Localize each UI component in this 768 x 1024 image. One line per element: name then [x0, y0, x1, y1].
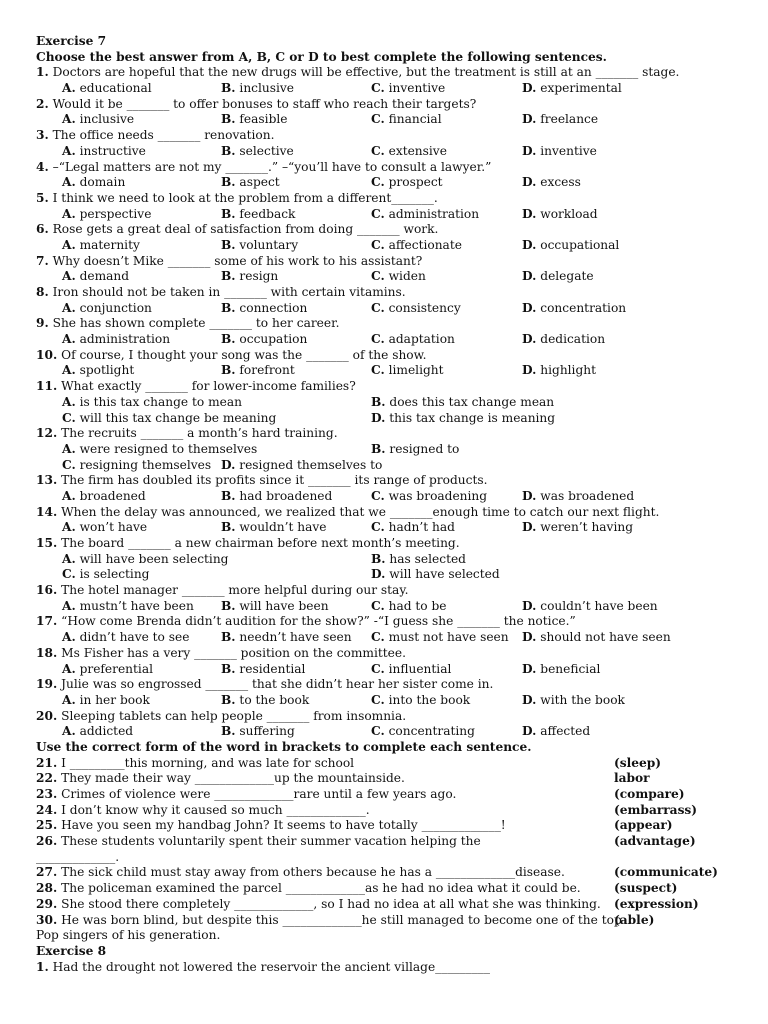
option-c: C. extensive [371, 143, 447, 158]
option-b: B. voluntary [221, 237, 299, 252]
option-a: A. addicted [62, 724, 134, 739]
question-text: Ms Fisher has a very _______ position on the committee. [61, 645, 406, 660]
question-item [36, 65, 736, 96]
option-row [36, 442, 736, 458]
option-c: C. prospect [371, 175, 443, 190]
option-b: B. needn’t have seen [221, 630, 352, 645]
option-c: C. into the book [371, 692, 471, 707]
question-26-continuation: _____________. [36, 849, 120, 864]
option-c: C. affectionate [371, 237, 462, 252]
option-row [36, 112, 736, 128]
option-b: B. suffering [221, 724, 295, 739]
option-row [36, 662, 736, 678]
word-form-item [36, 834, 736, 850]
option-d: D. delegate [522, 269, 594, 284]
option-b: B. selective [221, 143, 294, 158]
question-11 [36, 379, 736, 426]
option-c: C. inventive [371, 81, 446, 96]
question-list-16-20 [36, 583, 736, 740]
question-list-1-10 [36, 65, 736, 379]
option-b: B. feasible [221, 112, 288, 127]
option-a: A. mustn’t have been [62, 598, 194, 613]
option-d: D. excess [522, 175, 581, 190]
word-cue: (able) [614, 912, 655, 927]
question-number: 5. [36, 190, 49, 205]
option-a: A. didn’t have to see [62, 630, 190, 645]
question-text: Have you seen my handbag John? It seems to have totally _____________! [61, 818, 506, 833]
question-stem: 15. The board _______ a new chairman before next month’s meeting. [36, 536, 460, 550]
question-text: Of course, I thought your song was the _______ of the show. [61, 347, 427, 362]
option-a: A. won’t have [62, 520, 148, 535]
option-c: C. limelight [371, 363, 444, 378]
option-c: C. resigning themselves [62, 457, 212, 472]
option-a: A. preferential [62, 661, 153, 676]
word-form-list [36, 756, 736, 850]
question-13 [36, 473, 736, 504]
option-b: B. aspect [221, 175, 280, 190]
option-a: A. maternity [62, 237, 140, 252]
question-item [36, 285, 736, 316]
option-b: B. has selected [371, 551, 466, 566]
option-c: C. consistency [371, 300, 461, 315]
question-text: The hotel manager _______ more helpful during our stay. [61, 583, 409, 598]
question-text: “How come Brenda didn’t audition for the show?” -“I guess she _______ the notice.” [61, 614, 576, 629]
question-text: He was born blind, but despite this _____________he still managed to become one of the top [61, 912, 622, 927]
question-text: The policeman examined the parcel _____________as he had no idea what it could be. [61, 881, 581, 896]
option-c: C. concentrating [371, 724, 475, 739]
option-c: C. had to be [371, 598, 447, 613]
exercise-7-instruction: Choose the best answer from A, B, C or D to best complete the following sentences. [36, 49, 607, 64]
question-text: She has shown complete _______ to her career. [52, 316, 340, 331]
question-stem: 11. What exactly _______ for lower-income families? [36, 379, 356, 394]
question-text: I think we need to look at the problem from a different_______. [52, 190, 438, 205]
option-a: A. perspective [62, 206, 152, 221]
question-text: Rose gets a great deal of satisfaction from doing _______ work. [52, 222, 439, 237]
question-number: 29. [36, 896, 58, 911]
option-d: D. freelance [522, 112, 599, 127]
option-row [36, 395, 736, 411]
question-text: The office needs _______ renovation. [52, 128, 275, 143]
question-number: 18. [36, 645, 58, 660]
option-a: A. broadened [62, 488, 146, 503]
option-a: A. will have been selecting [62, 551, 229, 566]
option-c: C. adaptation [371, 332, 455, 347]
question-item [36, 316, 736, 347]
option-a: A. domain [62, 175, 126, 190]
word-cue: (suspect) [614, 881, 678, 896]
option-b: B. inclusive [221, 81, 294, 96]
option-d: D. beneficial [522, 661, 601, 676]
question-number: 2. [36, 96, 49, 111]
option-c: C. influential [371, 661, 452, 676]
option-b: B. to the book [221, 692, 310, 707]
option-a: A. demand [62, 269, 130, 284]
word-form-item [36, 881, 736, 897]
question-text: These students voluntarily spent their summer vacation helping the [61, 834, 481, 849]
question-text: The sick child must stay away from others because he has a _____________disease. [61, 865, 565, 880]
question-text: Iron should not be taken in _______ with certain vitamins. [52, 285, 406, 299]
option-row [36, 567, 736, 583]
question-number: 27. [36, 865, 58, 880]
option-row [36, 269, 736, 285]
question-stem: 12. The recruits _______ a month’s hard training. [36, 426, 338, 441]
question-text: Julie was so engrossed _______ that she didn’t hear her sister come in. [61, 677, 494, 692]
question-text: Doctors are hopeful that the new drugs will be effective, but the treatment is still at an _______ stage. [52, 65, 680, 80]
question-stem [36, 285, 736, 301]
question-stem [36, 709, 736, 725]
question-item [36, 583, 736, 614]
question-stem [36, 316, 736, 332]
question-stem [36, 191, 736, 207]
option-row [36, 144, 736, 160]
option-row [36, 724, 736, 740]
option-a: A. is this tax change to mean [62, 394, 242, 409]
question-stem [36, 677, 736, 693]
question-number: 7. [36, 253, 49, 268]
question-number: 25. [36, 818, 58, 833]
question-number: 17. [36, 614, 58, 629]
question-number: 23. [36, 787, 58, 801]
question-number: 9. [36, 316, 49, 331]
question-item [36, 128, 736, 159]
option-c: C. hadn’t had [371, 520, 455, 535]
word-form-item [36, 913, 736, 929]
option-d: D. experimental [522, 81, 622, 96]
option-row [36, 693, 736, 709]
option-a: A. spotlight [62, 363, 135, 378]
question-stem: 14. When the delay was announced, we realized that we _______enough time to catch our next flight. [36, 504, 660, 519]
question-text: I _________this morning, and was late for school [61, 755, 355, 770]
word-form-item [36, 803, 736, 819]
option-b: B. resigned to [371, 441, 460, 456]
question-item [36, 677, 736, 708]
worksheet-page [36, 34, 736, 975]
question-14 [36, 505, 736, 536]
question-stem [36, 646, 736, 662]
question-number: 21. [36, 755, 58, 770]
question-number: 24. [36, 802, 58, 817]
question-item [36, 348, 736, 379]
option-d: D. couldn’t have been [522, 598, 658, 613]
option-d: D. should not have seen [522, 630, 671, 645]
word-cue: (communicate) [614, 865, 718, 880]
question-text: Why doesn’t Mike _______ some of his work to his assistant? [52, 253, 423, 268]
question-number: 28. [36, 881, 58, 896]
question-text: –“Legal matters are not my _______.” –“you’ll have to consult a lawyer.” [52, 159, 492, 174]
question-stem [36, 222, 736, 238]
word-form-item [36, 771, 736, 787]
option-d: D. workload [522, 206, 598, 221]
question-stem [36, 97, 736, 113]
question-number: 19. [36, 677, 58, 692]
word-form-item [36, 865, 736, 881]
option-d: D. will have selected [371, 567, 500, 582]
question-text: Crimes of violence were _____________rare until a few years ago. [61, 787, 457, 801]
option-b: B. occupation [221, 332, 308, 347]
word-cue: (appear) [614, 818, 673, 833]
option-b: B. wouldn’t have [221, 520, 327, 535]
question-number: 30. [36, 912, 58, 927]
option-row [36, 599, 736, 615]
question-item [36, 160, 736, 191]
option-b: B. residential [221, 661, 306, 676]
question-number: 22. [36, 771, 58, 786]
option-c: C. administration [371, 206, 480, 221]
question-item [36, 646, 736, 677]
option-d: D. occupational [522, 237, 620, 252]
word-form-instruction: Use the correct form of the word in brackets to complete each sentence. [36, 739, 532, 754]
option-a: A. in her book [62, 692, 150, 707]
option-c: C. financial [371, 112, 442, 127]
option-a: A. administration [62, 332, 171, 347]
option-row [36, 207, 736, 223]
option-d: D. resigned themselves to [221, 457, 383, 472]
option-a: A. instructive [62, 143, 146, 158]
question-number: 26. [36, 834, 58, 849]
exercise-8-question-1: 1. Had the drought not lowered the reservoir the ancient village_________ [36, 959, 490, 974]
question-stem [36, 614, 736, 630]
option-d: D. inventive [522, 143, 597, 158]
word-cue: (compare) [614, 787, 685, 801]
question-30-continuation: Pop singers of his generation. [36, 928, 221, 943]
word-form-item [36, 897, 736, 913]
option-d: D. highlight [522, 363, 597, 378]
option-d: D. dedication [522, 332, 606, 347]
word-cue: (embarrass) [614, 802, 698, 817]
question-text: She stood there completely _____________, so I had no idea at all what she was thinking. [61, 896, 601, 911]
option-row [36, 363, 736, 379]
question-text: Sleeping tablets can help people _______ from insomnia. [61, 708, 407, 723]
question-stem [36, 128, 736, 144]
question-item [36, 614, 736, 645]
question-number: 1. [36, 65, 49, 80]
question-item [36, 222, 736, 253]
option-b: B. resign [221, 269, 279, 284]
question-text: I don’t know why it caused so much _____________. [61, 802, 370, 817]
question-item [36, 191, 736, 222]
option-b: B. had broadened [221, 488, 333, 503]
option-d: D. was broadened [522, 488, 635, 503]
word-form-item [36, 787, 736, 803]
question-item [36, 254, 736, 285]
question-number: 20. [36, 708, 58, 723]
option-b: B. connection [221, 300, 308, 315]
option-c: C. is selecting [62, 567, 150, 582]
option-row [36, 301, 736, 317]
word-form-item [36, 818, 736, 834]
option-a: A. conjunction [62, 300, 152, 315]
word-cue: (expression) [614, 896, 699, 911]
question-number: 16. [36, 583, 58, 598]
exercise-7-title: Exercise 7 [36, 34, 107, 48]
question-number: 4. [36, 159, 49, 174]
question-12 [36, 426, 736, 473]
word-cue: labor [614, 771, 650, 786]
option-d: D. concentration [522, 300, 627, 315]
option-a: A. were resigned to themselves [62, 441, 258, 456]
option-b: B. forefront [221, 363, 295, 378]
option-b: B. will have been [221, 598, 329, 613]
option-row [36, 81, 736, 97]
question-15 [36, 536, 736, 583]
option-row [36, 630, 736, 646]
option-row [36, 458, 736, 474]
option-c: C. was broadening [371, 488, 488, 503]
option-a: A. educational [62, 81, 152, 96]
question-item [36, 97, 736, 128]
question-stem [36, 160, 736, 176]
word-form-item [36, 756, 736, 772]
option-d: D. weren’t having [522, 520, 633, 535]
question-number: 8. [36, 285, 49, 299]
option-d: D. this tax change is meaning [371, 410, 556, 425]
option-row [36, 175, 736, 191]
question-number: 10. [36, 347, 58, 362]
exercise-8-title: Exercise 8 [36, 943, 107, 958]
option-row [36, 238, 736, 254]
option-row [36, 411, 736, 427]
question-text: Would it be _______ to offer bonuses to staff who reach their targets? [52, 96, 477, 111]
option-b: B. does this tax change mean [371, 394, 555, 409]
word-cue: (sleep) [614, 755, 662, 770]
word-cue: (advantage) [614, 834, 696, 849]
option-c: C. must not have seen [371, 630, 509, 645]
word-form-list-2 [36, 865, 736, 928]
option-row [36, 332, 736, 348]
question-stem [36, 348, 736, 364]
question-text: They made their way _____________up the mountainside. [61, 771, 405, 786]
question-number: 6. [36, 222, 49, 237]
option-d: D. affected [522, 724, 591, 739]
option-d: D. with the book [522, 692, 625, 707]
option-c: C. widen [371, 269, 426, 284]
option-row [36, 489, 736, 505]
option-row [36, 552, 736, 568]
option-b: B. feedback [221, 206, 296, 221]
question-stem [36, 65, 736, 81]
option-row [36, 520, 736, 536]
option-c: C. will this tax change be meaning [62, 410, 277, 425]
question-stem: 13. The firm has doubled its profits since it _______ its range of products. [36, 473, 488, 488]
question-stem [36, 254, 736, 270]
question-number: 3. [36, 128, 49, 143]
option-a: A. inclusive [62, 112, 135, 127]
question-stem [36, 583, 736, 599]
question-item [36, 709, 736, 740]
